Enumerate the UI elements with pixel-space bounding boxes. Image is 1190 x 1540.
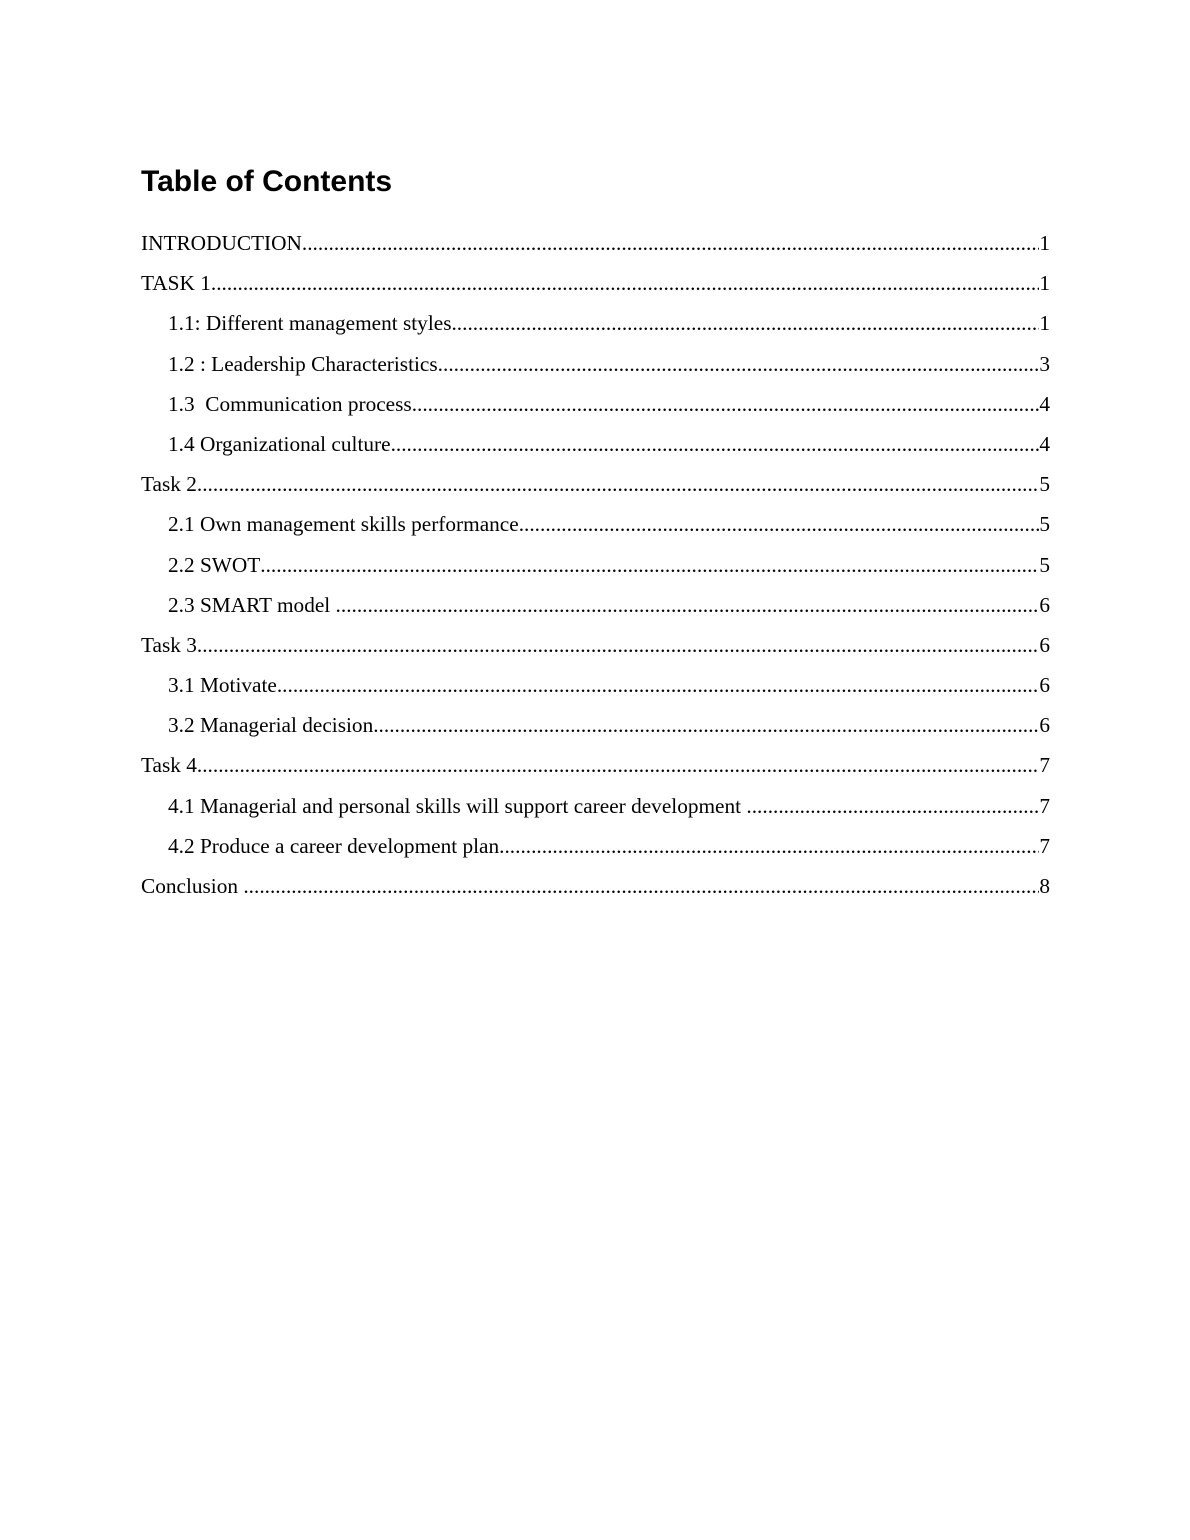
toc-entry[interactable]: [141, 223, 1050, 263]
toc-entry-title: 1.1: Different management styles: [168, 311, 452, 336]
toc-entry[interactable]: [141, 263, 1050, 303]
toc-dot-leader: [197, 625, 1039, 665]
toc-dot-leader: [391, 424, 1040, 464]
toc-page-number: 4: [1039, 391, 1050, 416]
toc-dot-leader: [519, 504, 1040, 544]
toc-entry[interactable]: [141, 625, 1050, 665]
toc-page-number: 5: [1039, 552, 1050, 577]
toc-entry[interactable]: [141, 665, 1050, 705]
toc-entry[interactable]: [141, 545, 1050, 585]
toc-page-number: 4: [1039, 431, 1050, 456]
toc-entry[interactable]: [141, 786, 1050, 826]
toc-entry-title: INTRODUCTION: [141, 231, 302, 255]
toc-dot-leader: [451, 303, 1039, 343]
toc-page-number: 7: [1039, 753, 1050, 778]
toc-entry-title: 2.1 Own management skills performance: [168, 512, 519, 537]
toc-dot-leader: [746, 786, 1039, 826]
toc-page-number: 6: [1039, 713, 1050, 738]
toc-entry-title: 2.2 SWOT: [168, 552, 261, 577]
toc-page-number: 1: [1039, 231, 1050, 255]
toc-entry-title: Task 3: [141, 632, 197, 657]
toc-page-number: 5: [1039, 512, 1050, 537]
toc-dot-leader: [499, 826, 1039, 866]
toc-entry-title: TASK 1: [141, 271, 211, 296]
toc-dot-leader: [412, 384, 1040, 424]
toc-entry[interactable]: [141, 504, 1050, 544]
toc-entry-title: 3.1 Motivate: [168, 673, 277, 698]
toc-page-number: 6: [1039, 673, 1050, 698]
toc-dot-leader: [336, 585, 1040, 625]
toc-page-number: 6: [1039, 632, 1050, 657]
toc-page-number: 3: [1039, 351, 1050, 376]
toc-entry[interactable]: [141, 344, 1050, 384]
toc-entry-title: 1.2 : Leadership Characteristics: [168, 351, 438, 376]
toc-page-number: 6: [1039, 592, 1050, 617]
toc-heading: Table of Contents: [141, 165, 393, 198]
toc-entry[interactable]: [141, 585, 1050, 625]
toc-dot-leader: [260, 545, 1039, 585]
toc-entry[interactable]: [141, 866, 1050, 906]
toc-page-number: 7: [1039, 833, 1050, 858]
toc-entry-title: Task 2: [141, 472, 197, 497]
toc-dot-leader: [197, 464, 1039, 504]
toc-entry-title: 4.2 Produce a career development plan: [168, 833, 500, 858]
toc-entry-title: 3.2 Managerial decision: [168, 713, 374, 738]
toc-dot-leader: [211, 263, 1039, 303]
toc-entry-title: 1.3 Communication process: [168, 391, 412, 416]
toc-dot-leader: [302, 223, 1039, 263]
toc-entry-title: 2.3 SMART model: [168, 592, 336, 617]
toc-page-number: 8: [1039, 874, 1050, 898]
toc-list: [141, 223, 1050, 906]
toc-page-number: 1: [1039, 311, 1050, 336]
toc-page-number: 1: [1039, 271, 1050, 296]
toc-dot-leader: [243, 866, 1039, 906]
toc-entry[interactable]: [141, 464, 1050, 504]
toc-entry-title: Task 4: [141, 753, 197, 778]
toc-dot-leader: [373, 705, 1039, 745]
toc-entry[interactable]: [141, 424, 1050, 464]
toc-entry[interactable]: [141, 303, 1050, 343]
toc-entry-title: 4.1 Managerial and personal skills will support career development: [168, 793, 747, 818]
toc-dot-leader: [277, 665, 1040, 705]
toc-entry[interactable]: [141, 384, 1050, 424]
toc-page-number: 5: [1039, 472, 1050, 497]
toc-dot-leader: [197, 745, 1039, 785]
toc-dot-leader: [438, 344, 1040, 384]
toc-entry-title: 1.4 Organizational culture: [168, 431, 391, 456]
toc-entry[interactable]: [141, 826, 1050, 866]
toc-page-number: 7: [1039, 793, 1050, 818]
toc-entry-title: Conclusion: [141, 874, 244, 898]
toc-entry[interactable]: [141, 705, 1050, 745]
toc-entry[interactable]: [141, 745, 1050, 785]
